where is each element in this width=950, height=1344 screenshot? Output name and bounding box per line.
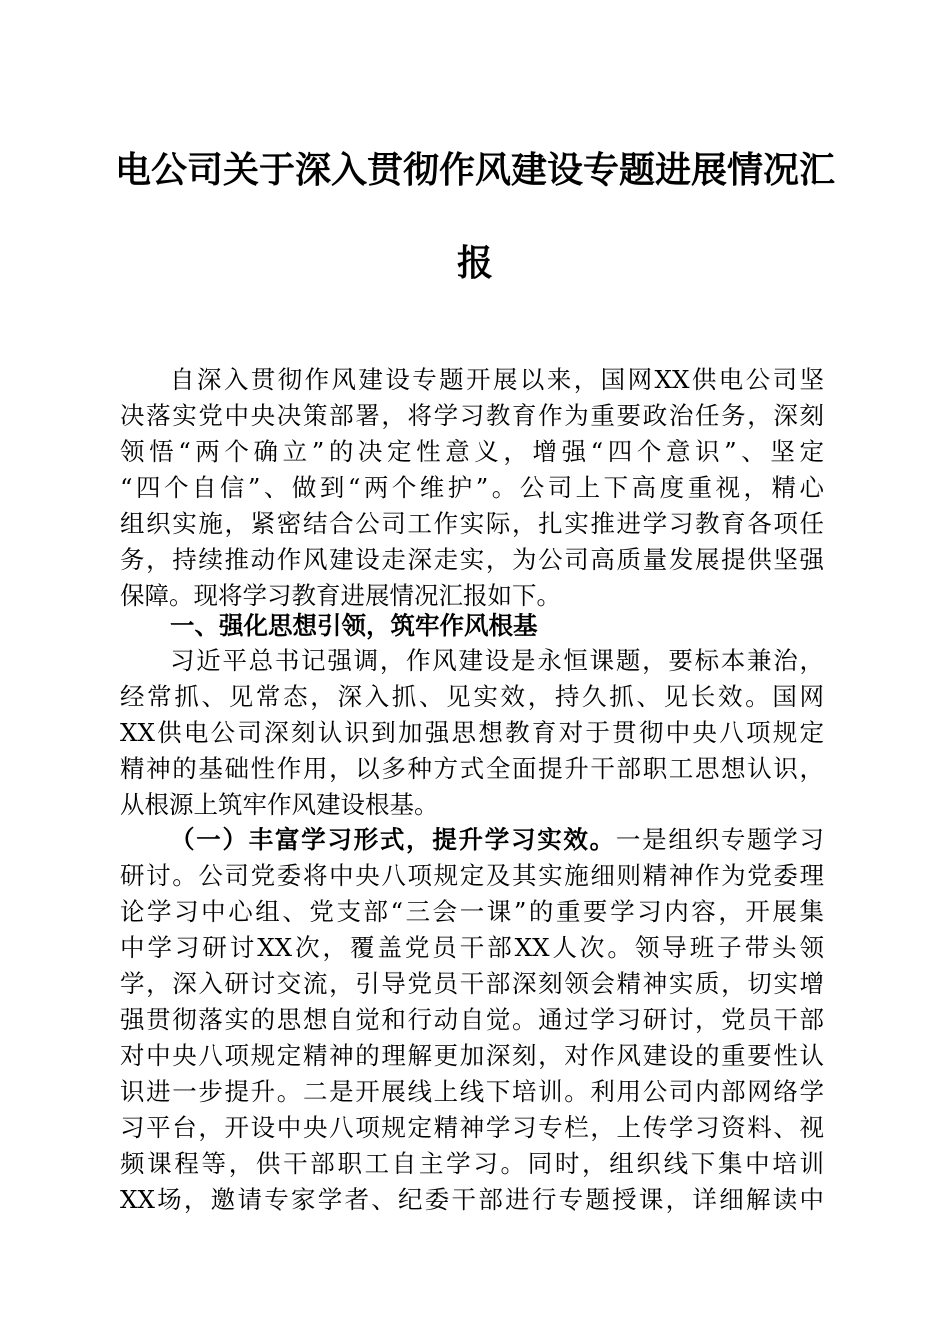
subsection1-line: XX场，邀请专家学者、纪委干部进行专题授课，详细解读中 bbox=[120, 1185, 824, 1214]
document-title-line-2: 报 bbox=[456, 242, 493, 284]
intro-line: 务，持续推动作风建设走深走实，为公司高质量发展提供坚强 bbox=[120, 545, 824, 574]
subsection1-line: 中学习研讨XX次，覆盖党员干部XX人次。领导班子带头领 bbox=[120, 933, 824, 962]
intro-line: 决落实党中央决策部署，将学习教育作为重要政治任务，深刻 bbox=[120, 401, 824, 430]
intro-line: 领悟“两个确立”的决定性意义，增强“四个意识”、坚定 bbox=[120, 437, 824, 466]
intro-line: “四个自信”、做到“两个维护”。公司上下高度重视，精心 bbox=[120, 473, 824, 502]
section1-line: 经常抓、见常态，深入抓、见实效，持久抓、见长效。国网 bbox=[120, 682, 824, 711]
section-heading: 一、强化思想引领，筑牢作风根基 bbox=[170, 611, 538, 640]
section1-line: XX供电公司深刻认识到加强思想教育对于贯彻中央八项规定 bbox=[120, 718, 824, 747]
subsection1-first-line bbox=[170, 822, 824, 858]
subsection1-line: 频课程等，供干部职工自主学习。同时，组织线下集中培训 bbox=[120, 1149, 824, 1178]
subsection1-line: 学，深入研讨交流，引导党员干部深刻领会精神实质，切实增 bbox=[120, 969, 824, 998]
subsection1-line: 研讨。公司党委将中央八项规定及其实施细则精神作为党委理 bbox=[120, 861, 824, 890]
section1-line: 习近平总书记强调，作风建设是永恒课题，要标本兼治， bbox=[170, 646, 824, 675]
section1-line: 精神的基础性作用，以多种方式全面提升干部职工思想认识， bbox=[120, 754, 824, 783]
document-title-line-1: 电公司关于深入贯彻作风建设专题进展情况汇 bbox=[114, 149, 835, 191]
subsection1-first-line-text: 一是组织专题学习 bbox=[615, 825, 824, 854]
section1-line: 从根源上筑牢作风建设根基。 bbox=[120, 790, 439, 819]
subsection1-line: 识进一步提升。二是开展线上线下培训。利用公司内部网络学 bbox=[120, 1077, 824, 1106]
intro-line: 保障。现将学习教育进展情况汇报如下。 bbox=[120, 581, 561, 610]
subsection1-line: 强贯彻落实的思想自觉和行动自觉。通过学习研讨，党员干部 bbox=[120, 1005, 824, 1034]
subsection1-line: 论学习中心组、党支部“三会一课”的重要学习内容，开展集 bbox=[120, 897, 824, 926]
intro-line: 自深入贯彻作风建设专题开展以来，国网XX供电公司坚 bbox=[170, 365, 824, 394]
intro-line: 组织实施，紧密结合公司工作实际，扎实推进学习教育各项任 bbox=[120, 509, 824, 538]
subsection1-line: 对中央八项规定精神的理解更加深刻，对作风建设的重要性认 bbox=[120, 1041, 824, 1070]
subsection-heading: （一）丰富学习形式，提升学习实效。 bbox=[170, 825, 616, 854]
subsection1-line: 习平台，开设中央八项规定精神学习专栏，上传学习资料、视 bbox=[120, 1113, 824, 1142]
